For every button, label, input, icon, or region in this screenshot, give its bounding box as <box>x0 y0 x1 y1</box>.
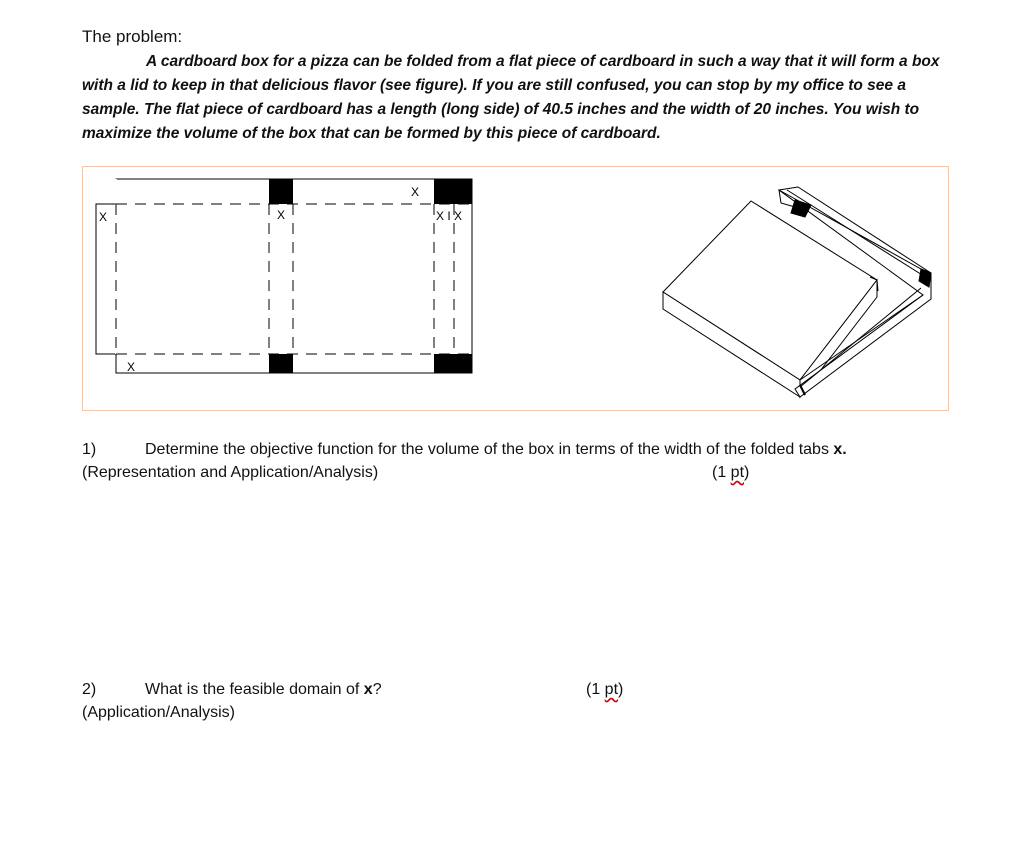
question-2-points: (1 pt) <box>586 681 624 698</box>
left-tab-outline <box>96 204 116 354</box>
question-2-variable: x <box>363 681 373 698</box>
label-x-middle: X <box>277 208 286 222</box>
question-1-variable: x. <box>833 441 847 458</box>
question-2-category: (Application/Analysis) <box>82 704 235 721</box>
corner-square <box>269 179 293 204</box>
label-x-left: X <box>99 210 108 224</box>
problem-heading: The problem: <box>82 27 183 46</box>
label-x-pair: X I X <box>436 209 463 223</box>
question-1 <box>82 441 847 459</box>
question-1-text: Determine the objective function for the volume of the box in terms of the width of the folded tabs <box>145 441 829 458</box>
question-2-text: What is the feasible domain of <box>145 681 360 698</box>
problem-text: A cardboard box for a pizza can be folded from a flat piece of cardboard in such a way that it will form a box with a lid to keep in that delicious flavor (see figure). If you are still confused, you can stop by my office to see a sample. The flat piece of cardboard has a length (long side) of 40.5 inches and the width of 20 inches. You wish to maximize the volume of the box that can be formed by this piece of cardboard. <box>82 53 940 142</box>
folded-box-diagram <box>663 187 931 397</box>
corner-square <box>434 354 472 373</box>
question-2-number: 2) <box>82 681 97 698</box>
question-1-points: (1 pt) <box>712 464 750 481</box>
question-1-number: 1) <box>82 441 97 458</box>
corner-square <box>269 354 293 373</box>
question-2: 2) What is the feasible domain of x? <box>82 681 382 698</box>
corner-square <box>434 179 472 204</box>
cardboard-figure <box>83 167 950 412</box>
label-x-bottom: X <box>127 360 136 374</box>
label-x-top: X <box>411 185 420 199</box>
flat-outer-border <box>116 179 472 373</box>
figure-frame <box>82 166 949 411</box>
question-1-category: (Representation and Application/Analysis) <box>82 464 379 481</box>
